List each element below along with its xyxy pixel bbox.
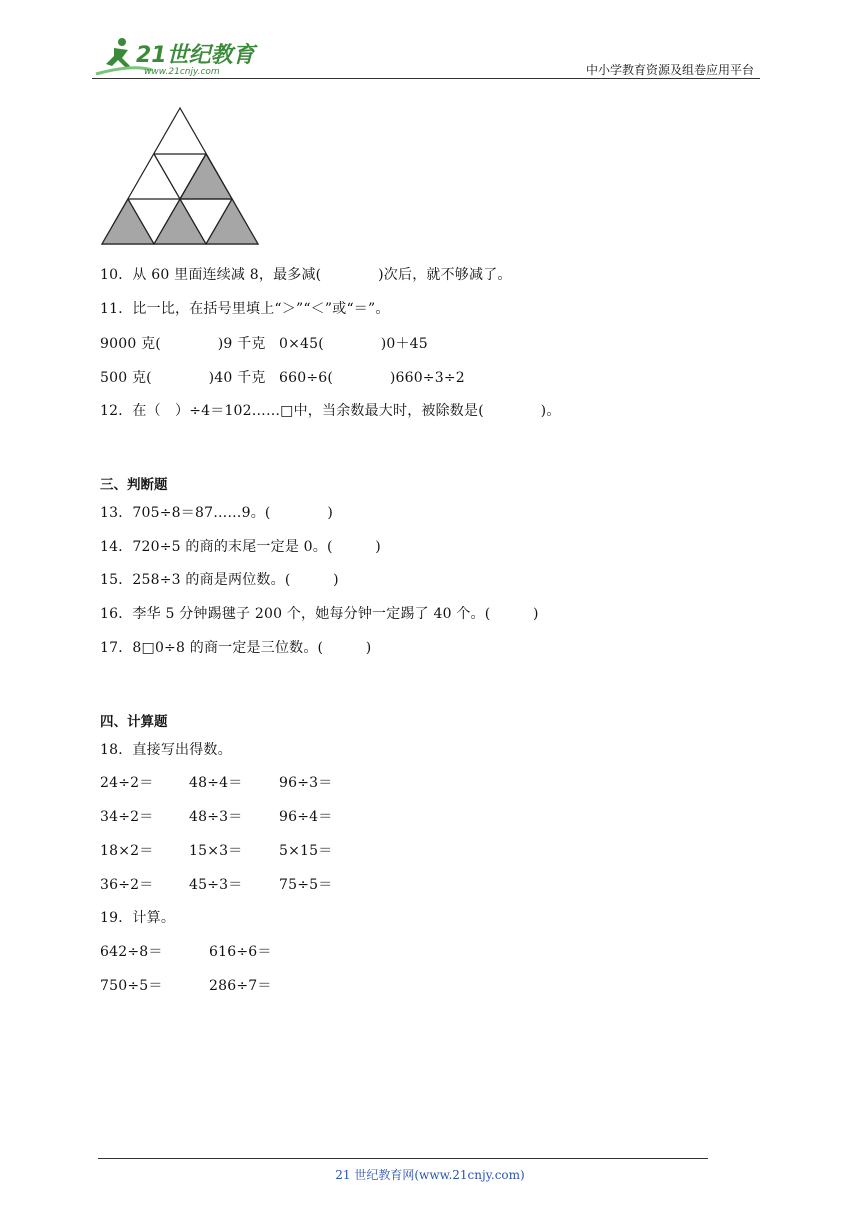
triangle-figure xyxy=(100,106,262,252)
calc-item: 18×2＝ xyxy=(100,843,154,859)
calc-item: 34÷2＝ xyxy=(100,809,154,825)
question-15: 15．258÷3 的商是两位数。( ) xyxy=(100,572,339,588)
footer-divider xyxy=(98,1158,708,1159)
question-12: 12．在（ ）÷4＝102……□中，当余数最大时，被除数是( )。 xyxy=(100,403,561,419)
calc-item: 48÷4＝ xyxy=(189,775,243,791)
question-19: 19．计算。 xyxy=(100,910,176,926)
calc-item: 642÷8＝ xyxy=(100,944,163,960)
question-13: 13．705÷8＝87……9。( ) xyxy=(100,505,334,521)
logo-text: 21世纪教育 xyxy=(136,43,255,68)
question-11-item-b: 0×45( )0＋45 xyxy=(279,336,428,352)
question-16: 16．李华 5 分钟踢毽子 200 个，她每分钟一定踢了 40 个。( ) xyxy=(100,606,539,622)
logo-url: www.21cnjy.com xyxy=(144,67,220,77)
calc-item: 75÷5＝ xyxy=(279,877,333,893)
calc-item: 48÷3＝ xyxy=(189,809,243,825)
calc-item: 286÷7＝ xyxy=(209,978,272,994)
calc-item: 24÷2＝ xyxy=(100,775,154,791)
question-14: 14．720÷5 的商的末尾一定是 0。( ) xyxy=(100,539,381,555)
calc-item: 96÷3＝ xyxy=(279,775,333,791)
runner-logo-icon xyxy=(92,36,262,80)
calc-item: 15×3＝ xyxy=(189,843,243,859)
footer-link[interactable]: 21 世纪教育网(www.21cnjy.com) xyxy=(335,1168,525,1182)
calc-item: 96÷4＝ xyxy=(279,809,333,825)
site-logo xyxy=(92,36,262,80)
question-18: 18．直接写出得数。 xyxy=(100,742,232,758)
question-17: 17．8□0÷8 的商一定是三位数。( ) xyxy=(100,640,372,656)
calc-item: 45÷3＝ xyxy=(189,877,243,893)
question-11-item-d: 660÷6( )660÷3÷2 xyxy=(279,370,465,386)
calc-item: 616÷6＝ xyxy=(209,944,272,960)
calc-item: 750÷5＝ xyxy=(100,978,163,994)
question-10: 10．从 60 里面连续减 8，最多减( )次后，就不够减了。 xyxy=(100,267,512,283)
header-platform-text: 中小学教育资源及组卷应用平台 xyxy=(585,63,754,77)
calc-item: 36÷2＝ xyxy=(100,877,154,893)
section-4-title: 四、计算题 xyxy=(100,714,168,730)
header-divider xyxy=(92,78,760,79)
calc-item: 5×15＝ xyxy=(279,843,333,859)
section-3-title: 三、判断题 xyxy=(100,477,168,493)
question-11-item-c: 500 克( )40 千克 xyxy=(100,370,266,386)
question-11-stem: 11．比一比，在括号里填上“＞”“＜”或“＝”。 xyxy=(100,301,390,317)
question-11-item-a: 9000 克( )9 千克 xyxy=(100,336,266,352)
